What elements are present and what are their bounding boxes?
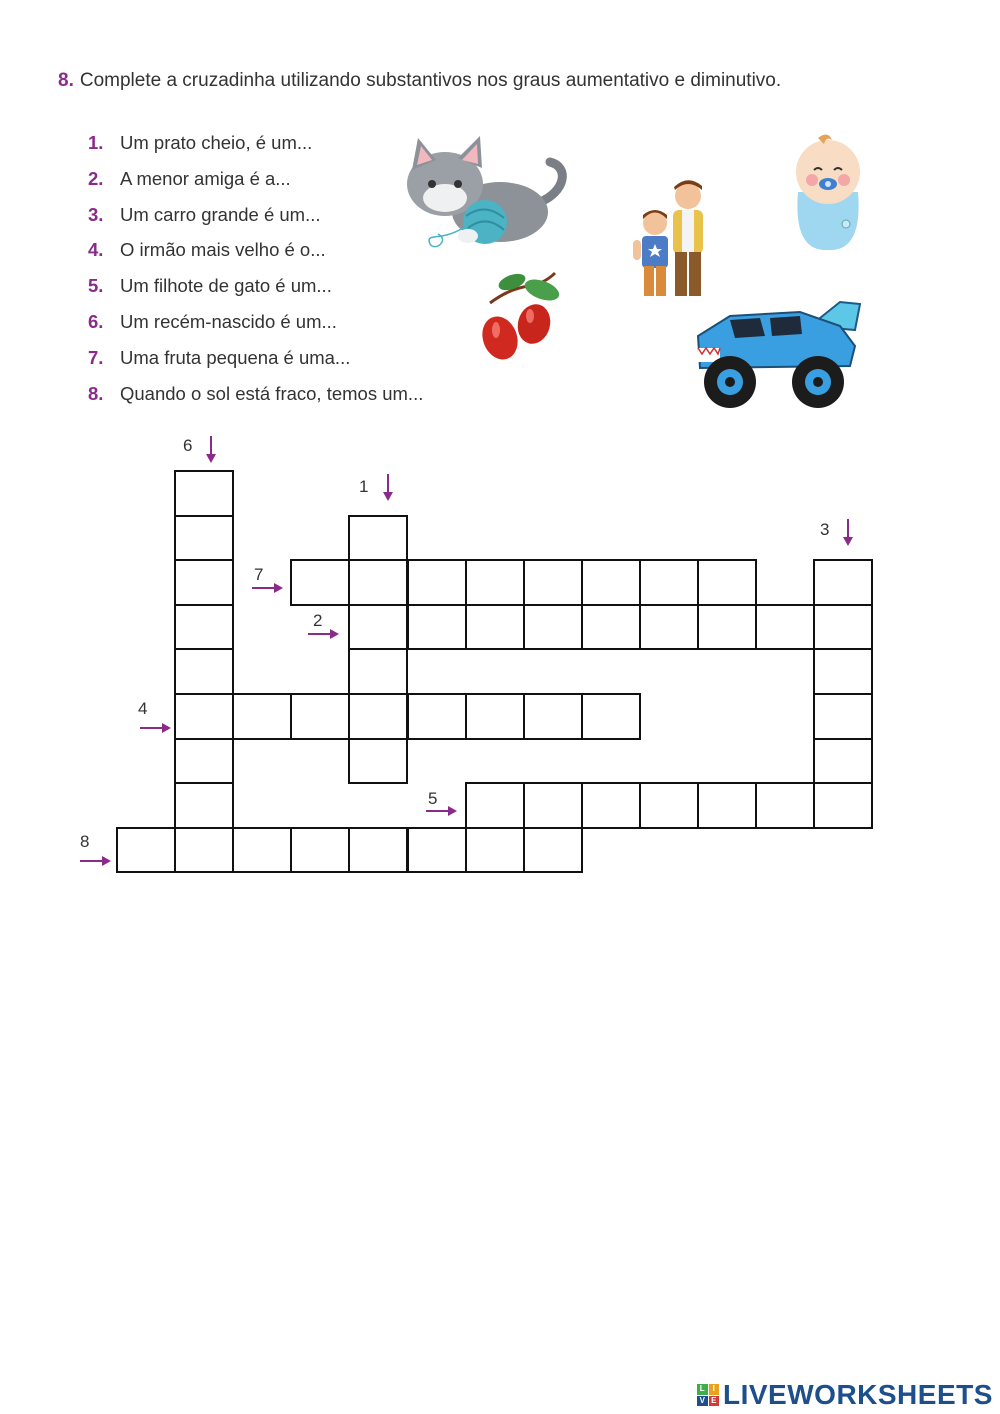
crossword-cell[interactable]	[348, 515, 408, 562]
crossword-cell[interactable]	[697, 559, 757, 606]
crossword-cell[interactable]	[348, 738, 408, 785]
crossword-cell[interactable]	[465, 782, 525, 829]
crossword-cell[interactable]	[348, 604, 408, 651]
crossword-cell[interactable]	[697, 782, 757, 829]
crossword-cell[interactable]	[813, 738, 873, 785]
crossword-cell[interactable]	[813, 604, 873, 651]
arrow-right-icon	[140, 722, 172, 734]
clue-text: A menor amiga é a...	[120, 167, 291, 189]
crossword-cell[interactable]	[523, 782, 583, 829]
clue-text: Uma fruta pequena é uma...	[120, 346, 351, 368]
crossword-cell[interactable]	[407, 559, 467, 606]
crossword-cell[interactable]	[174, 648, 234, 695]
arrow-down-icon	[382, 474, 394, 502]
crossword-cell[interactable]	[523, 693, 583, 740]
crossword-cell[interactable]	[697, 604, 757, 651]
crossword-cell[interactable]	[407, 827, 467, 874]
logo-letter: E	[709, 1396, 720, 1407]
clue-item	[88, 128, 423, 164]
crossword-clue-number: 2	[313, 611, 323, 630]
crossword-clue-number: 6	[183, 436, 193, 455]
crossword-cell[interactable]	[290, 559, 350, 606]
crossword-cell[interactable]	[348, 559, 408, 606]
clue-number: 6.	[88, 310, 104, 332]
crossword-cell[interactable]	[232, 827, 292, 874]
clue-item	[88, 235, 423, 271]
crossword-cell[interactable]	[581, 782, 641, 829]
clue-number: 3.	[88, 203, 104, 225]
crossword-cell[interactable]	[174, 693, 234, 740]
arrow-right-icon	[426, 805, 458, 817]
crossword-cell[interactable]	[407, 693, 467, 740]
clue-text: Um filhote de gato é um...	[120, 275, 332, 297]
clue-text: Um prato cheio, é um...	[120, 132, 313, 153]
logo-letter: I	[709, 1384, 720, 1395]
crossword-clue-number: 5	[428, 789, 438, 808]
crossword-cell[interactable]	[465, 827, 525, 874]
question-text: Complete a cruzadinha utilizando substantivos nos graus aumentativo e diminutivo.	[79, 70, 782, 91]
crossword-cell[interactable]	[407, 604, 467, 651]
crossword-cell[interactable]	[581, 559, 641, 606]
crossword-cell[interactable]	[174, 470, 234, 517]
crossword-cell[interactable]	[581, 604, 641, 651]
logo-letter: L	[697, 1384, 708, 1395]
clue-text: Quando o sol está fraco, temos um...	[120, 382, 424, 404]
clue-text: O irmão mais velho é o...	[120, 239, 326, 261]
clue-text: Um recém-nascido é um...	[120, 310, 337, 332]
clue-number: 8.	[88, 382, 104, 404]
crossword-cell[interactable]	[465, 604, 525, 651]
crossword-cell[interactable]	[116, 827, 176, 874]
crossword-cell[interactable]	[813, 559, 873, 606]
crossword-cell[interactable]	[290, 827, 350, 874]
clue-text: Um carro grande é um...	[120, 203, 321, 225]
clue-number: 2.	[88, 167, 104, 189]
kitten-image	[400, 132, 572, 254]
crossword-cell[interactable]	[290, 693, 350, 740]
clue-number: 7.	[88, 346, 104, 368]
clue-list	[88, 128, 423, 414]
clue-item	[88, 343, 423, 379]
clue-item	[88, 200, 423, 236]
crossword-cell[interactable]	[348, 648, 408, 695]
crossword-cell[interactable]	[174, 559, 234, 606]
crossword-cell[interactable]	[639, 782, 699, 829]
crossword-cell[interactable]	[174, 738, 234, 785]
arrow-right-icon	[308, 628, 340, 640]
crossword-cell[interactable]	[581, 693, 641, 740]
crossword-cell[interactable]	[755, 782, 815, 829]
crossword-cell[interactable]	[174, 515, 234, 562]
berries-image	[470, 268, 565, 366]
crossword-cell[interactable]	[174, 782, 234, 829]
crossword-cell[interactable]	[174, 827, 234, 874]
crossword-cell[interactable]	[465, 559, 525, 606]
arrow-down-icon	[842, 519, 854, 547]
crossword-cell[interactable]	[348, 693, 408, 740]
brothers-image	[630, 178, 720, 300]
question-number: 8.	[58, 70, 74, 91]
clue-item	[88, 271, 423, 307]
crossword-cell[interactable]	[523, 604, 583, 651]
logo-mark	[697, 1384, 719, 1406]
question-heading	[58, 70, 781, 92]
liveworksheets-logo	[697, 1378, 993, 1412]
crossword-clue-number: 4	[138, 699, 148, 718]
clue-number: 4.	[88, 239, 104, 261]
crossword-clue-number: 7	[254, 565, 264, 584]
clue-item	[88, 164, 423, 200]
crossword-clue-number: 1	[359, 477, 369, 496]
crossword-cell[interactable]	[813, 693, 873, 740]
monster-truck-image	[690, 296, 866, 412]
crossword-cell[interactable]	[523, 559, 583, 606]
crossword-clue-number: 3	[820, 520, 830, 539]
clue-item	[88, 379, 423, 415]
logo-letter: V	[697, 1396, 708, 1407]
clue-item	[88, 307, 423, 343]
arrow-right-icon	[80, 855, 112, 867]
crossword-cell[interactable]	[174, 604, 234, 651]
logo-text: LIVEWORKSHEETS	[723, 1379, 993, 1410]
baby-image	[788, 132, 868, 254]
crossword-cell[interactable]	[639, 559, 699, 606]
crossword-cell[interactable]	[232, 693, 292, 740]
crossword-cell[interactable]	[523, 827, 583, 874]
crossword-cell[interactable]	[465, 693, 525, 740]
crossword-cell[interactable]	[813, 782, 873, 829]
clue-number: 5.	[88, 275, 104, 297]
crossword-cell[interactable]	[348, 827, 408, 874]
arrow-down-icon	[205, 436, 217, 464]
crossword-cell[interactable]	[755, 604, 815, 651]
crossword-clue-number: 8	[80, 832, 90, 851]
crossword-cell[interactable]	[639, 604, 699, 651]
clue-number: 1.	[88, 132, 104, 153]
crossword-cell[interactable]	[813, 648, 873, 695]
arrow-right-icon	[252, 582, 284, 594]
